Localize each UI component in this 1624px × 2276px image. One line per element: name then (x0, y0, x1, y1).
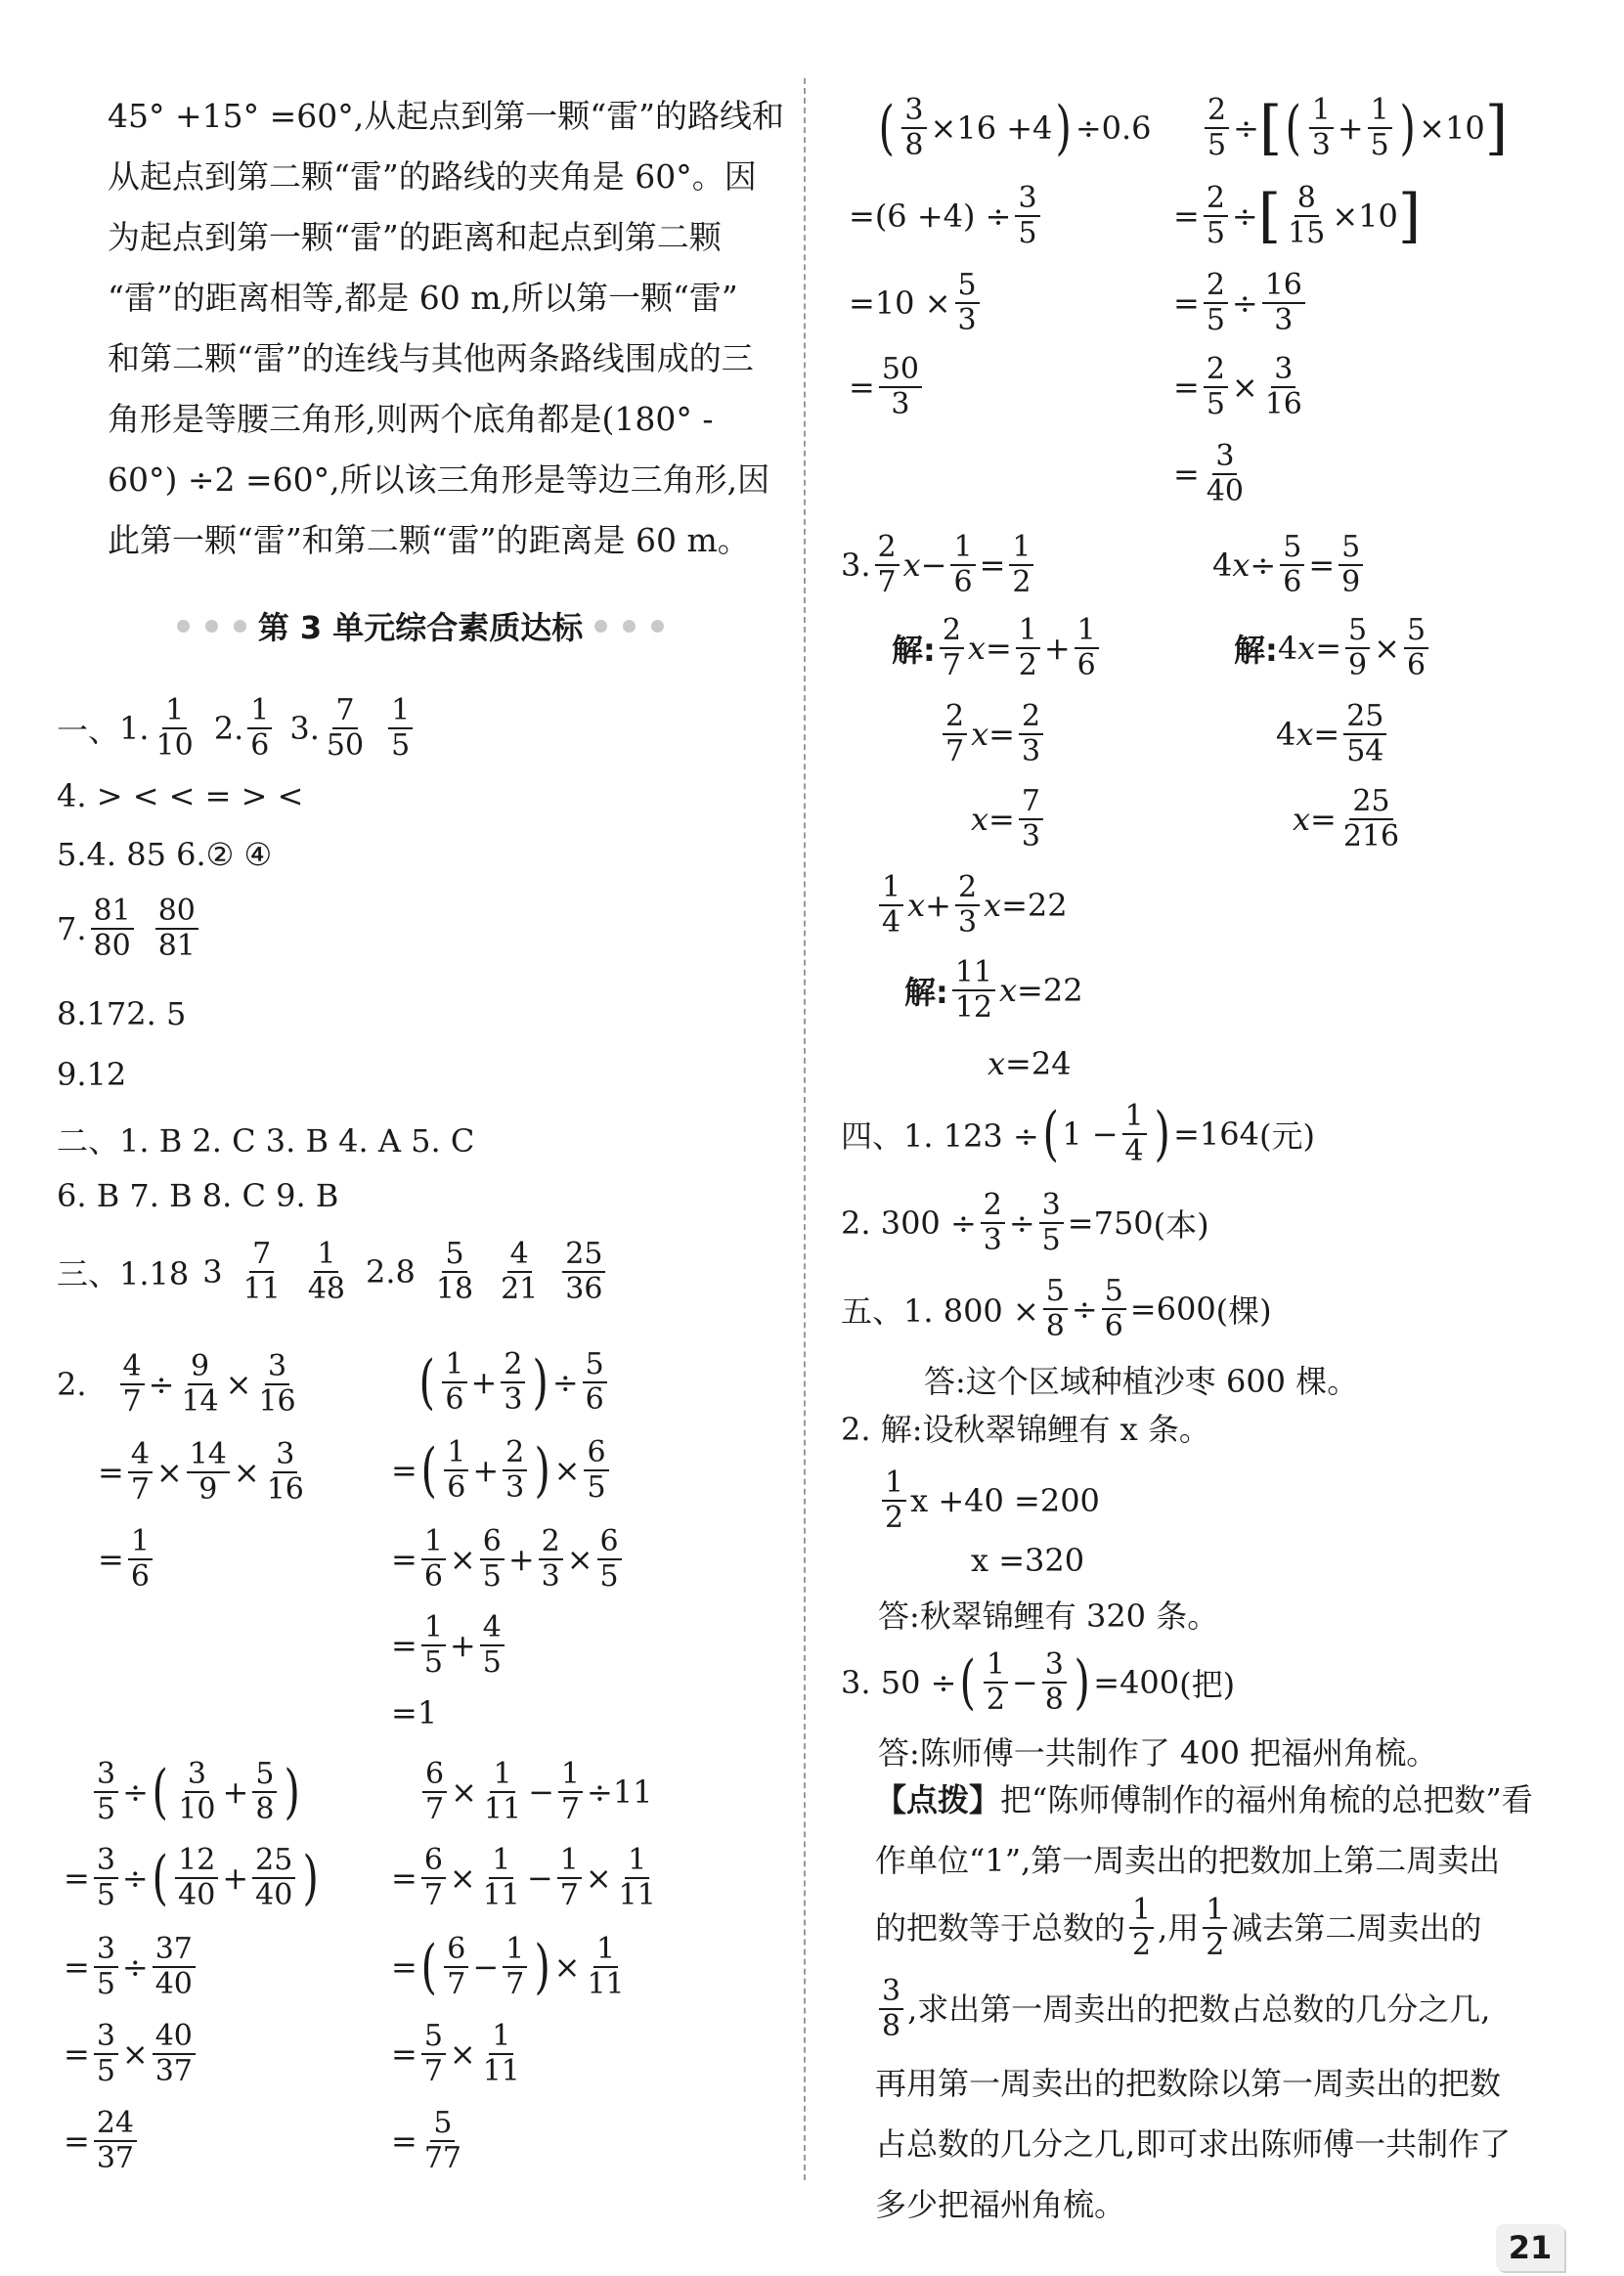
eq-b-step2: 4 x = $\frac{25}{54}$ (1276, 702, 1390, 766)
part5-q2-answer: 答:秋翠锦鲤有 320 条。 (878, 1598, 1219, 1635)
eq-a-step1: 解: $\frac{2}{7}$ x = $\frac{1}{2}$ + $\frac{1}{6}$ (892, 616, 1103, 680)
calc-e-step2: =10 × $\frac{5}{3}$ (849, 271, 984, 335)
calc-e-step1: =(6 +4) ÷ $\frac{3}{5}$ (849, 184, 1044, 248)
eq-c-step1: 解: $\frac{11}{12}$ x =22 (904, 955, 1083, 1025)
tip-block: 【点拨】把“陈师傅制作的福州角梳的总把数”看 作单位“1”,第一周卖出的把数加上第二周卖出 的把数等于总数的 $\frac{1}{2}$ ,用 $\frac{1}{2}$ 减去第二周卖出的 $\frac{3}{8}$ ,求出第一周卖出的把数占总数的几分之几, 再用第一周卖出的把数除以第一周卖出的把数 占总数的几分之几,即可求出陈师傅一共制作了 多少把福州角梳。 (875, 1781, 1533, 2223)
section-title-text: 第 3 单元综合素质达标 (257, 609, 584, 646)
part1-q8: 8.172. 5 (57, 995, 187, 1032)
part4-q2: 2. 300 ÷ $\frac{2}{3}$ ÷ $\frac{3}{5}$ =750 (本) (841, 1188, 1209, 1257)
part2-row2: 6. B 7. B 8. C 9. B (57, 1177, 339, 1214)
eq-b-step3: x = $\frac{25}{216}$ (1293, 784, 1400, 854)
calc-c-step4: = $\frac{24}{37}$ (64, 2109, 141, 2173)
part1-q9: 9.12 (57, 1056, 127, 1093)
calc-c-step0: $\frac{3}{5}$ ÷ ( $\frac{3}{10}$ + $\frac{5}{8}$ ) (90, 1760, 304, 1824)
intro-line: 45° +15° =60°,从起点到第一颗“雷”的路线和 (108, 97, 784, 135)
calc-c-step3: = $\frac{3}{5}$ × $\frac{40}{37}$ (64, 2022, 199, 2086)
calc-d-step1: = $\frac{6}{7}$ × $\frac{1}{11}$ − $\frac{1}{7}$ × $\frac{1}{11}$ (391, 1843, 656, 1912)
calc-f-step1: = $\frac{2}{5}$ ÷ [ $\frac{8}{15}$ ×10 ] (1173, 181, 1422, 250)
calc-d-step2: = ( $\frac{6}{7}$ − $\frac{1}{7}$ ) × $\frac{1}{11}$ (391, 1932, 625, 2001)
intro-line: 为起点到第一颗“雷”的距离和起点到第二颗 (108, 218, 722, 256)
intro-line: “雷”的距离相等,都是 60 m,所以第一颗“雷” (108, 279, 738, 317)
section-title (147, 606, 694, 645)
calc-a-step2: = $\frac{1}{6}$ (98, 1527, 156, 1592)
part1-q7: 7. $\frac{81}{80}$ $\frac{80}{81}$ (57, 897, 202, 961)
intro-paragraph (108, 86, 782, 571)
calc-f-step3: = $\frac{2}{5}$ × $\frac{3}{16}$ (1173, 352, 1302, 421)
calc-c-step1: = $\frac{3}{5}$ ÷ ( $\frac{12}{40}$ + $\frac{25}{40}$ ) (64, 1843, 320, 1912)
part5-q1-answer: 答:这个区域种植沙枣 600 棵。 (924, 1363, 1359, 1400)
calc-b-step4: =1 (391, 1694, 438, 1731)
intro-line: 此第一颗“雷”和第二颗“雷”的距离是 60 m。 (108, 521, 750, 559)
calc-c-step2: = $\frac{3}{5}$ ÷ $\frac{37}{40}$ (64, 1935, 199, 1999)
calc-e-step0: ( $\frac{3}{8}$ ×16 +4 ) ÷0.6 (878, 93, 1152, 162)
eq-c-step2: x =24 (988, 1045, 1072, 1082)
eq-a-step2: $\frac{2}{7}$ x = $\frac{2}{3}$ (939, 702, 1047, 766)
page-number: 21 (1496, 2224, 1564, 2271)
part3-q1: 三、1.18 3 $\frac{7}{11}$ $\frac{1}{48}$ 2.8 $\frac{5}{18}$ $\frac{4}{21}$ $\frac{25}{36}$ (57, 1240, 609, 1304)
part5-q2-eq1: $\frac{1}{2}$ x +40 =200 (878, 1468, 1100, 1533)
tip-label: 【点拨】 (875, 1781, 1001, 1818)
part1-q4: 4. > < < = > < (57, 777, 304, 814)
calc-a-step1: = $\frac{4}{7}$ × $\frac{14}{9}$ × $\frac{3}{16}$ (98, 1437, 304, 1507)
part5-q1: 五、1. 800 × $\frac{5}{8}$ ÷ $\frac{5}{6}$ =600 (棵) (841, 1274, 1272, 1343)
part4-q1: 四、1. 123 ÷ ( 1 − $\frac{1}{4}$ ) =164 (元) (841, 1099, 1315, 1168)
eq-a-step3: x = $\frac{7}{3}$ (971, 787, 1047, 852)
intro-line: 60°) ÷2 =60°,所以该三角形是等边三角形,因 (108, 460, 770, 499)
eq-c-step0: $\frac{1}{4}$ x + $\frac{2}{3}$ x =22 (875, 873, 1068, 938)
calc-b-step3: = $\frac{1}{5}$ + $\frac{4}{5}$ (391, 1613, 508, 1678)
part5-q2-intro: 2. 解:设秋翠锦鲤有 x 条。 (841, 1411, 1210, 1448)
part5-q3-answer: 答:陈师傅一共制作了 400 把福州角梳。 (878, 1734, 1438, 1772)
calc-d-step3: = $\frac{5}{7}$ × $\frac{1}{11}$ (391, 2019, 520, 2088)
eq-b-step0: 4 x ÷ $\frac{5}{6}$ = $\frac{5}{9}$ (1212, 533, 1367, 597)
calc-f-step0: $\frac{2}{5}$ ÷ [ ( $\frac{1}{3}$ + $\frac{1}{5}$ ) ×10 ] (1201, 96, 1508, 160)
calc-f-step2: = $\frac{2}{5}$ ÷ $\frac{16}{3}$ (1173, 271, 1309, 335)
column-divider (804, 78, 806, 2180)
calc-d-step0: $\frac{6}{7}$ × $\frac{1}{11}$ − $\frac{1}{7}$ ÷11 (418, 1760, 653, 1824)
calc-b-step2: = $\frac{1}{6}$ × $\frac{6}{5}$ + $\frac{2}{3}$ × $\frac{6}{5}$ (391, 1527, 626, 1592)
part5-q2-eq2: x =320 (971, 1542, 1085, 1579)
intro-line: 和第二颗“雷”的连线与其他两条路线围成的三 (108, 339, 754, 377)
calc-b-step0: ( $\frac{1}{6}$ + $\frac{2}{3}$ ) ÷ $\frac{5}{6}$ (416, 1350, 611, 1415)
part2-row1: 二、1. B 2. C 3. B 4. A 5. C (57, 1122, 475, 1160)
title-dots-left (177, 620, 246, 633)
calc-e-step3: = $\frac{50}{3}$ (849, 355, 926, 419)
eq-a-step0: 3. $\frac{2}{7}$ x − $\frac{1}{6}$ = $\frac{1}{2}$ (841, 533, 1037, 597)
intro-line: 角形是等腰三角形,则两个底角都是(180° - (108, 400, 714, 438)
part1-q5-6: 5.4. 85 6.② ④ (57, 836, 273, 873)
intro-line: 从起点到第二颗“雷”的路线的夹角是 60°。因 (108, 157, 757, 196)
calc-d-step4: = $\frac{5}{77}$ (391, 2106, 461, 2175)
eq-b-step1: 解: 4 x = $\frac{5}{9}$ × $\frac{5}{6}$ (1234, 616, 1432, 680)
calc-b-step1: = ( $\frac{1}{6}$ + $\frac{2}{3}$ ) × $\frac{6}{5}$ (391, 1438, 613, 1503)
part1-q1-3: 一、 1. $\frac{1}{10}$ 2. $\frac{1}{6}$ 3. $\frac{7}{50}$ $\frac{1}{5}$ (57, 696, 417, 761)
calc-f-step4: = $\frac{3}{40}$ (1173, 439, 1244, 508)
calc-a-step0: 2. $\frac{4}{7}$ ÷ $\frac{9}{14}$ × $\frac{3}{16}$ (57, 1349, 296, 1419)
part5-q3: 3. 50 ÷ ( $\frac{1}{2}$ − $\frac{3}{8}$ ) =400 (把) (841, 1647, 1236, 1717)
title-dots-right (594, 620, 664, 633)
